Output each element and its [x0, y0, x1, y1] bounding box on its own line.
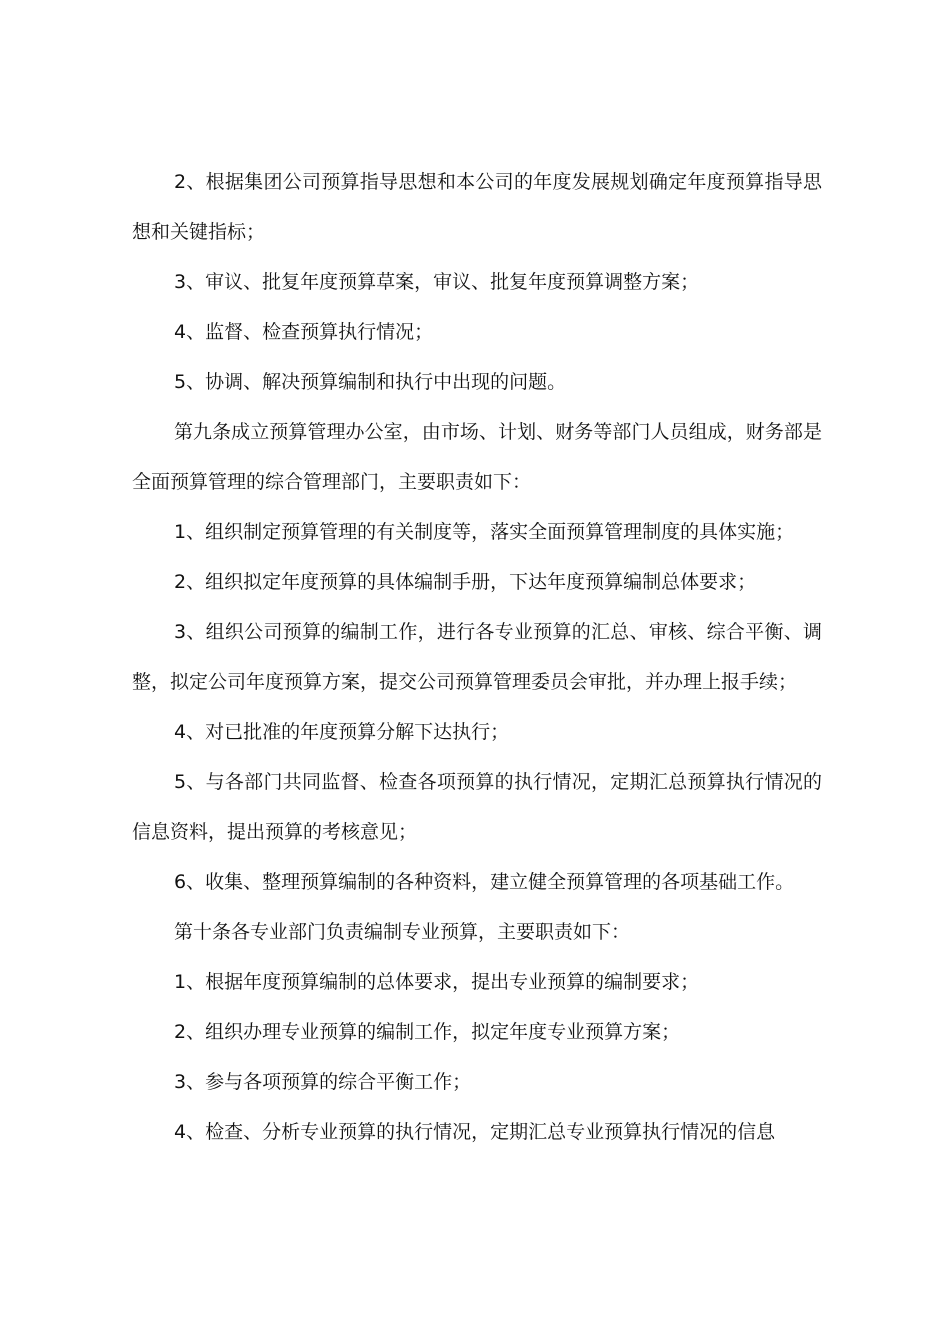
paragraph-office-duty-6: 6、收集、整理预算编制的各种资料，建立健全预算管理的各项基础工作。	[174, 871, 795, 893]
paragraph-dept-duty-2: 2、组织办理专业预算的编制工作，拟定年度专业预算方案；	[174, 1021, 681, 1043]
paragraph-dept-duty-4: 4、检查、分析专业预算的执行情况，定期汇总专业预算执行情况的信息	[174, 1121, 776, 1143]
paragraph-office-duty-3: 3、组织公司预算的编制工作，进行各专业预算的汇总、审核、综合平衡、调整，拟定公司年度预算方案，提交公司预算管理委员会审批，并办理上报手续；	[132, 621, 822, 693]
paragraph-office-duty-4: 4、对已批准的年度预算分解下达执行；	[174, 721, 510, 743]
paragraph-article-9: 第九条成立预算管理办公室，由市场、计划、财务等部门人员组成，财务部是全面预算管理的综合管理部门，主要职责如下：	[132, 421, 822, 493]
paragraph-office-duty-5: 5、与各部门共同监督、检查各项预算的执行情况，定期汇总预算执行情况的信息资料，提出预算的考核意见；	[132, 771, 822, 843]
paragraph-office-duty-2: 2、组织拟定年度预算的具体编制手册，下达年度预算编制总体要求；	[174, 571, 757, 593]
paragraph-office-duty-1: 1、组织制定预算管理的有关制度等，落实全面预算管理制度的具体实施；	[174, 521, 795, 543]
paragraph-duty-4-supervise: 4、监督、检查预算执行情况；	[174, 321, 434, 343]
paragraph-duty-3-approve: 3、审议、批复年度预算草案，审议、批复年度预算调整方案；	[174, 271, 700, 293]
paragraph-duty-5-coordinate: 5、协调、解决预算编制和执行中出现的问题。	[174, 371, 567, 393]
paragraph-dept-duty-1: 1、根据年度预算编制的总体要求，提出专业预算的编制要求；	[174, 971, 700, 993]
document-body	[132, 157, 822, 1157]
paragraph-duty-2-guideline: 2、根据集团公司预算指导思想和本公司的年度发展规划确定年度预算指导思想和关键指标；	[132, 171, 822, 243]
paragraph-dept-duty-3: 3、参与各项预算的综合平衡工作；	[174, 1071, 472, 1093]
paragraph-article-10: 第十条各专业部门负责编制专业预算，主要职责如下：	[174, 921, 631, 943]
